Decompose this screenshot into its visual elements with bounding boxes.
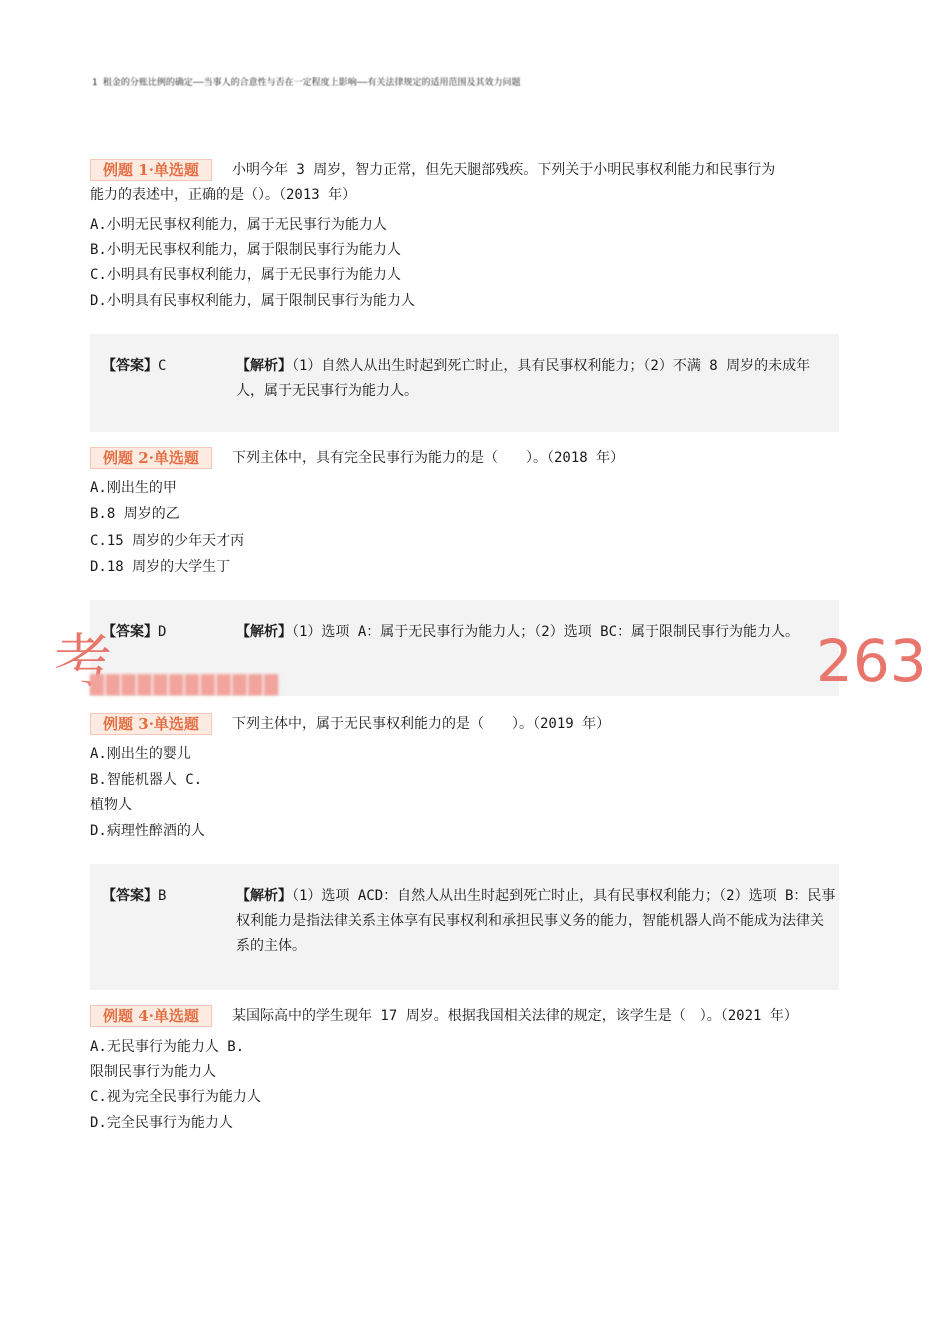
question-1-option-c: C.小明具有民事权利能力，属于无民事行为能力人 bbox=[90, 267, 401, 283]
question-4-badge: 例题 4·单选题 bbox=[90, 1005, 212, 1027]
question-3-option-b: B.智能机器人 C. bbox=[90, 772, 203, 788]
question-2-option-c: C.15 周岁的少年天才丙 bbox=[90, 533, 245, 549]
watermark-bar-text: ████████████ bbox=[90, 675, 281, 696]
question-2-option-a: A.刚出生的甲 bbox=[90, 480, 177, 496]
question-4-stem: 某国际高中的学生现年 17 周岁。根据我国相关法律的规定，该学生是（ ）。（2021 年） bbox=[232, 1008, 798, 1024]
question-2-analysis: 【解析】（1）选项 A：属于无民事行为能力人；（2）选项 BC：属于限制民事行为能力人。 bbox=[236, 624, 799, 640]
question-4-option-c: C.视为完全民事行为能力人 bbox=[90, 1089, 261, 1105]
watermark-left: 考 bbox=[54, 627, 113, 695]
watermark-bar bbox=[90, 676, 550, 696]
question-2-answer: 【答案】D bbox=[102, 624, 167, 640]
question-2-stem: 下列主体中，具有完全民事行为能力的是（ ）。（2018 年） bbox=[232, 450, 625, 466]
question-1-answer: 【答案】C bbox=[102, 358, 167, 374]
question-1-option-b: B.小明无民事权利能力，属于限制民事行为能力人 bbox=[90, 242, 401, 258]
question-3-answer-box bbox=[90, 864, 839, 990]
question-2-option-b: B.8 周岁的乙 bbox=[90, 506, 180, 522]
question-3-stem: 下列主体中，属于无民事权利能力的是（ ）。（2019 年） bbox=[232, 716, 611, 732]
question-4-option-a: A.无民事行为能力人 B. bbox=[90, 1039, 245, 1055]
question-1-stem: 小明今年 3 周岁，智力正常，但先天腿部残疾。下列关于小明民事权利能力和民事行为 bbox=[232, 162, 776, 178]
question-3-option-d: D.病理性醉酒的人 bbox=[90, 823, 205, 839]
question-1-stem-cont: 能力的表述中，正确的是（）。（2013 年） bbox=[90, 187, 357, 203]
question-4-option-b: 限制民事行为能力人 bbox=[90, 1064, 216, 1080]
header-strip-text: 1 租金的分账比例的确定——当事人的合意性与否在一定程度上影响——有关法律规定的适用范围及其效力问题 bbox=[92, 78, 521, 88]
question-3-badge: 例题 3·单选题 bbox=[90, 713, 212, 735]
question-3-option-c: 植物人 bbox=[90, 797, 132, 813]
question-4-option-d: D.完全民事行为能力人 bbox=[90, 1115, 233, 1131]
watermark-right: 263 bbox=[816, 627, 927, 695]
question-1-option-d: D.小明具有民事权利能力，属于限制民事行为能力人 bbox=[90, 293, 415, 309]
question-2-option-d: D.18 周岁的大学生丁 bbox=[90, 559, 231, 575]
question-3-option-a: A.刚出生的婴儿 bbox=[90, 746, 191, 762]
header-strip bbox=[92, 70, 632, 88]
question-3-answer: 【答案】B bbox=[102, 888, 167, 904]
question-1-option-a: A.小明无民事权利能力，属于无民事行为能力人 bbox=[90, 217, 387, 233]
question-3-analysis: 【解析】（1）选项 ACD：自然人从出生时起到死亡时止，具有民事权利能力；（2）选项 B：民事权利能力是指法律关系主体享有民事权利和承担民事义务的能力，智能机器人尚不能成为法律关系的主体。 bbox=[236, 888, 836, 954]
question-1-analysis: 【解析】（1）自然人从出生时起到死亡时止，具有民事权利能力；（2）不满 8 周岁的未成年人，属于无民事行为能力人。 bbox=[236, 358, 811, 399]
question-1-answer-box bbox=[90, 334, 839, 432]
question-1-badge: 例题 1·单选题 bbox=[90, 159, 212, 181]
question-2-badge: 例题 2·单选题 bbox=[90, 447, 212, 469]
